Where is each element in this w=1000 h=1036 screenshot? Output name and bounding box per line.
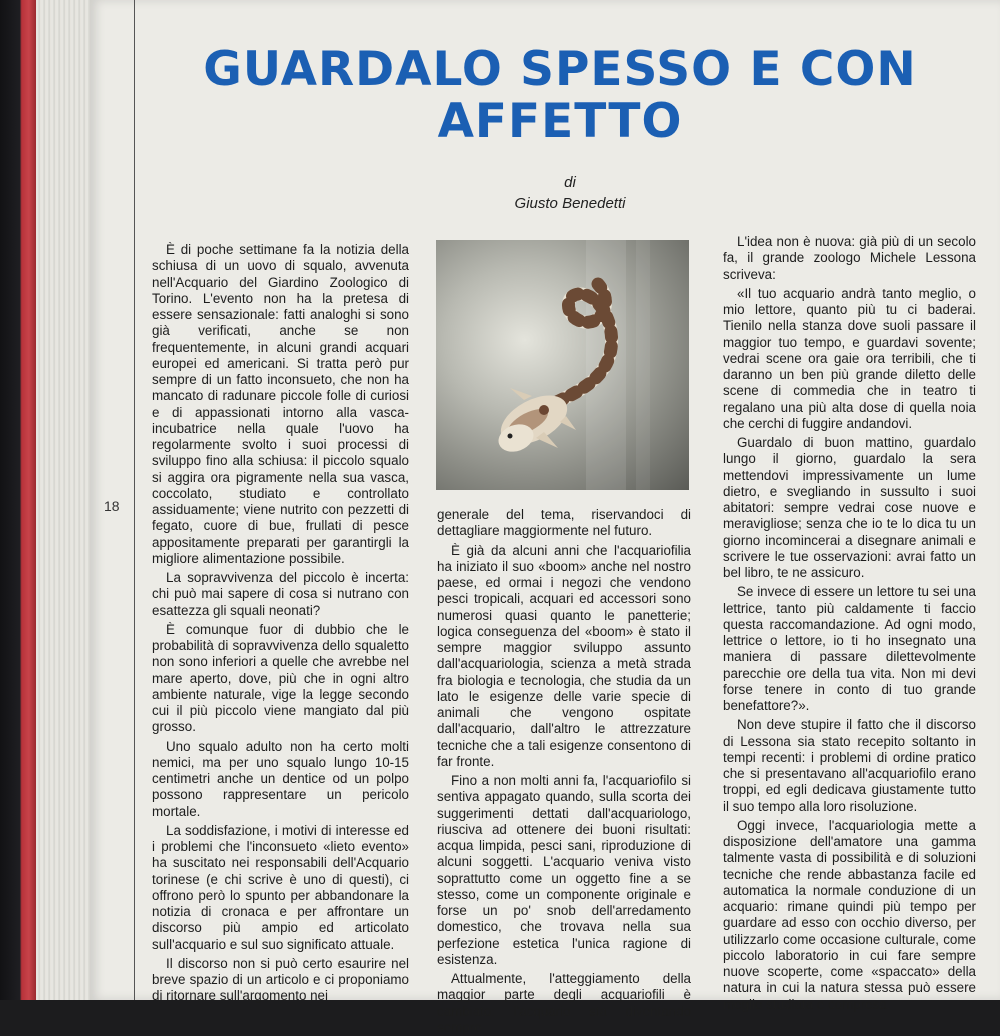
paragraph: L'idea non è nuova: già più di un secolo fa, il grande zoologo Michele Lessona scriveva: — [723, 234, 976, 282]
paragraph: Fino a non molti anni fa, l'acquariofilo si sentiva appagato quando, sulla scorta dei suggerimenti dettati dall'acquariologo, riusciva ad ottenere dei buoni risultati: acqua limpida, pesci sani, riproduzione di alcuni soggetti. L'acquario veniva visto soprattutto come un oggetto fine a se stesso, come un componente originale e forse un po' snob dell'arredamento domestico, che trovava nella sua perfezione estetica l'unica ragione di esistenza. — [437, 773, 691, 967]
paragraph: Oggi invece, l'acquariologia mette a disposizione dell'amatore una gamma talmente vasta di possibilità e di soluzioni tecniche che rende abbastanza facile ed automatica la normale conduzione di un acquario: rimane quindi più tempo per guardare ad esso con occhio diverso, per utilizzarlo come occasione culturale, come piccolo laboratorio in cui fare sempre nuove scoperte, come «spaccato» della natura in cui la natura stessa può essere meglio studiata e compresa. — [723, 817, 976, 1012]
margin-rule — [134, 0, 135, 1000]
paragraph: È di poche settimane fa la notizia della schiusa di un uovo di squalo, avvenuta nell'Acquario del Giardino Zoologico di Torino. L'evento non ha la pretesa di essere sensazionale: fatti analoghi si sono già verificati, anche se non frequentemente, in alcuni grandi acquari europei ed americani. Si tratta però pur sempre di un fatto inconsueto, che non ha mancato di radunare piccole folle di curiosi e di appassionati intorno alla vasca-incubatrice nella quale l'uovo ha regolarmente svolto i suoi processi di sviluppo fino alla schiusa: il piccolo squalo si aggira ora pigramente nella sua vasca, coccolato, studiato e controllato assiduamente; viene nutrito con pezzetti di fegato, cuore di bue, frullati di pesce appositamente preparati per garantirgli la migliore alimentazione possibile. — [152, 242, 409, 566]
page-edges — [36, 0, 96, 1000]
paragraph: Non deve stupire il fatto che il discorso di Lessona sia stato recepito soltanto in tempi recenti: i problemi di ordine pratico che si presentavano all'acquariofilo erano troppi, ed egli dedicava giustamente tutto il suo tempo alla loro risoluzione. — [723, 717, 976, 814]
paragraph: È comunque fuor di dubbio che le probabilità di sopravvivenza dello squaletto non sono inferiori a quelle che avrebbe nel mare aperto, dove, più che in ogni altro ambiente naturale, vige la legge secondo cui il più piccolo viene mangiato dal più grosso. — [152, 621, 409, 735]
paragraph: Se invece di essere un lettore tu sei una lettrice, tanto più caldamente ti faccio questa raccomandazione. Ad ogni modo, lettrice o lettore, io ti ho insegnato una maniera di passare dilettevolmente parecchie ore della tua vita. Non mi devi forse tenere in conto di tuo grande benefattore?». — [723, 584, 976, 713]
paragraph: Il discorso non si può certo esaurire nel breve spazio di un articolo e ci proponiamo di ritornare sull'argomento nei — [152, 955, 409, 1004]
paragraph: È già da alcuni anni che l'acquariofilia ha iniziato il suo «boom» anche nel nostro paese, ed ormai i negozi che vendono pesci tropicali, acquari ed accessori sono numerosi quasi quanto le panetterie; logica conseguenza del «boom» è stato il sempre maggior sviluppo assunto dall'acquariologia, scienza a metà strada fra biologia e tecnologia, che studia da un lato le esigenze delle varie specie di animali che vengono ospitate dall'acquario, dall'altro le attrezzature tecniche che a tali esigenze consentono di far fronte. — [437, 542, 691, 769]
text-column-middle — [437, 507, 691, 1035]
article-title: GUARDALO SPESSO E CON AFFETTO — [203, 42, 917, 149]
paragraph: La soddisfazione, i motivi di interesse ed i problemi che l'inconsueto «lieto evento» ha suscitato nei responsabili dell'Acquario torinese (e chi scrive è uno di questi), ci offrono però lo spunto per abbandonare la notizia di cronaca e per affrontare un discorso più ampio ed articolato sull'acquario e sul suo significato attuale. — [152, 822, 409, 952]
shark-hatchling-photo — [436, 240, 689, 490]
page-number: 18 — [104, 498, 120, 514]
paragraph: Attualmente, l'atteggiamento della maggior parte degli acquariofili è cambiato: l'acquario sta diventando sempre — [437, 971, 691, 1035]
shark-hatchling-icon — [436, 240, 689, 490]
text-column-left — [152, 242, 409, 1004]
paragraph: Guardalo di buon mattino, guardalo lungo il giorno, guardalo la sera mettendovi impressivamente un lume dietro, e svegliando in sussulto i suoi abitatori: sempre vedrai cose nuove e meravigliose; senza che io te lo dica tu un giorno incomincerai a disegnare animali e scrivere le tue osservazioni: avrai fatto un bel libro, te ne assicuro. — [723, 435, 976, 580]
book-binding — [0, 0, 36, 1000]
byline-prefix: di — [564, 174, 576, 191]
paragraph: La sopravvivenza del piccolo è incerta: chi può mai sapere di cosa si nutrano con esattezza gli squali neonati? — [152, 570, 409, 618]
paragraph: Uno squalo adulto non ha certo molti nemici, ma per uno squalo lungo 10-15 centimetri anche un dentice od un polpo possono rappresentare un pericolo mortale. — [152, 738, 409, 819]
paragraph: generale del tema, riservandoci di dettagliare maggiormente nel futuro. — [437, 507, 691, 539]
byline — [470, 172, 670, 214]
author-name: Giusto Benedetti — [514, 195, 626, 212]
text-column-right — [723, 234, 976, 1012]
paragraph: «Il tuo acquario andrà tanto meglio, o mio lettore, quanto più tu ci baderai. Tienilo nella stanza dove suoli passare il maggior tuo tempo, e guardavi sovente; vedrai scene ora gaie ora terribili, che ti daranno un ben più grande diletto delle scene di commedia che in teatro ti regalano una più alta dose di quella noia che cerchi di fuggire andandovi. — [723, 285, 976, 431]
